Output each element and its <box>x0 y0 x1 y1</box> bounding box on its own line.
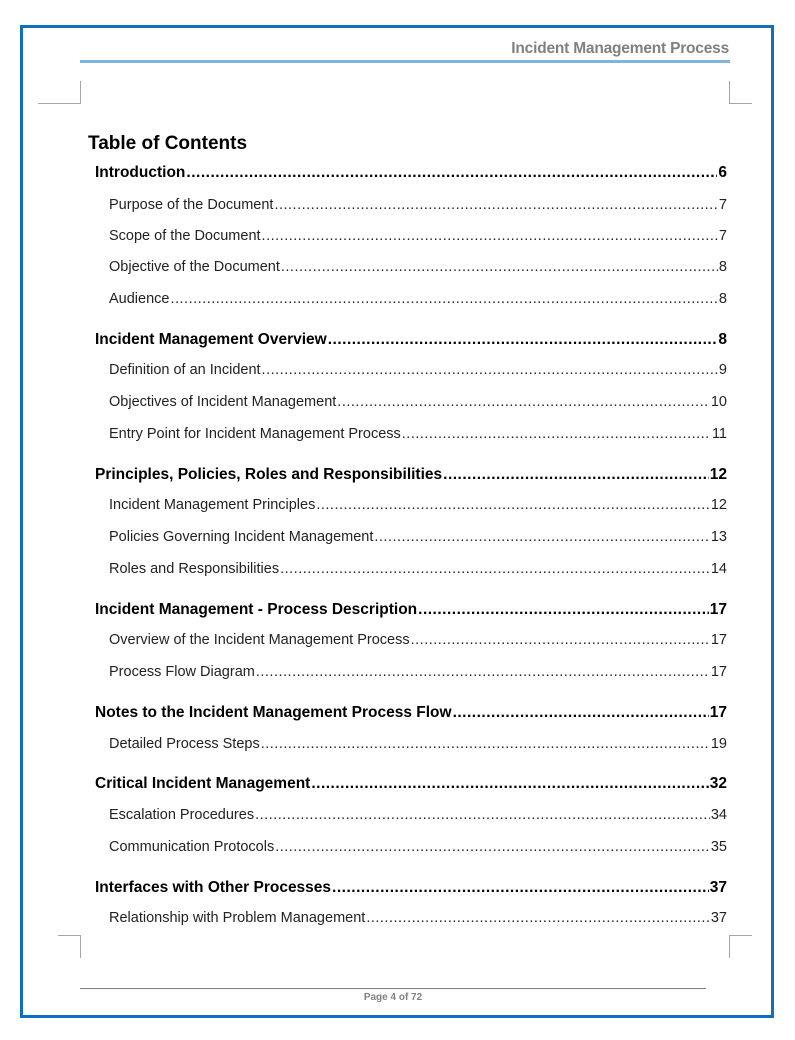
toc-entry-label[interactable]: Critical Incident Management <box>95 775 311 792</box>
toc-entry-label[interactable]: Definition of an Incident <box>109 362 261 378</box>
toc-entry[interactable] <box>109 632 727 648</box>
toc-entry-label[interactable]: Scope of the Document <box>109 228 261 244</box>
toc-entry-page: 7 <box>718 197 727 213</box>
toc-entry-label[interactable]: Incident Management Principles <box>109 497 316 513</box>
crop-mark-bottom-right <box>729 935 752 958</box>
toc-entry[interactable] <box>109 426 727 442</box>
toc-leader <box>374 529 709 545</box>
toc-entry-page: 10 <box>710 394 727 410</box>
toc-entry[interactable] <box>109 561 727 577</box>
toc-entry-label[interactable]: Introduction <box>95 164 186 181</box>
crop-mark-top-left <box>38 81 81 104</box>
header-rule <box>80 60 730 63</box>
toc-entry[interactable] <box>109 910 727 926</box>
toc-entry-label[interactable]: Objective of the Document <box>109 259 280 275</box>
toc-entry-label[interactable]: Overview of the Incident Management Process <box>109 632 410 648</box>
toc-entry[interactable] <box>109 497 727 513</box>
toc-entry-page: 17 <box>709 704 727 721</box>
toc-entry-page: 34 <box>710 807 727 823</box>
toc-leader <box>280 561 710 577</box>
toc-entry[interactable] <box>109 259 727 275</box>
toc-title: Table of Contents <box>88 133 248 154</box>
toc-entry-label[interactable]: Process Flow Diagram <box>109 664 255 680</box>
toc-leader <box>186 164 717 182</box>
toc-entry-label[interactable]: Notes to the Incident Management Process Flow <box>95 704 452 721</box>
toc-entry[interactable] <box>95 331 727 349</box>
toc-leader <box>402 426 711 442</box>
toc-leader <box>255 807 710 823</box>
toc-leader <box>275 839 710 855</box>
toc-leader <box>262 362 718 378</box>
toc-entry-page: 19 <box>710 736 727 752</box>
toc-entry[interactable] <box>95 601 727 619</box>
toc-entry[interactable] <box>95 704 727 722</box>
toc-leader <box>262 228 718 244</box>
toc-entry-page: 37 <box>710 910 727 926</box>
toc-entry-label[interactable]: Incident Management Overview <box>95 331 327 348</box>
toc-entry[interactable] <box>109 736 727 752</box>
toc-entry[interactable] <box>109 839 727 855</box>
toc-entry-page: 14 <box>710 561 727 577</box>
toc-leader <box>316 497 710 513</box>
toc-entry-label[interactable]: Roles and Responsibilities <box>109 561 280 577</box>
toc-entry-page: 17 <box>709 601 727 618</box>
toc-entry-page: 6 <box>718 164 727 181</box>
toc-entry-page: 37 <box>709 879 727 896</box>
toc-entry[interactable] <box>109 362 727 378</box>
toc-entry-page: 35 <box>710 839 727 855</box>
toc-entry-page: 12 <box>709 466 727 483</box>
toc-leader <box>453 704 709 722</box>
toc-leader <box>311 775 708 793</box>
toc-entry[interactable] <box>109 228 727 244</box>
toc-leader <box>418 601 709 619</box>
toc-entry-page: 11 <box>711 426 727 442</box>
toc-leader <box>261 736 710 752</box>
toc-entry-page: 9 <box>718 362 727 378</box>
header-title: Incident Management Process <box>511 40 729 57</box>
toc-leader <box>170 291 717 307</box>
toc-entry[interactable] <box>109 807 727 823</box>
toc-entry-page: 32 <box>709 775 727 792</box>
toc-leader <box>274 197 717 213</box>
toc-entry-label[interactable]: Audience <box>109 291 170 307</box>
toc-entry-label[interactable]: Purpose of the Document <box>109 197 274 213</box>
crop-mark-top-right <box>729 81 752 104</box>
toc-leader <box>443 466 709 484</box>
toc-entry-label[interactable]: Communication Protocols <box>109 839 275 855</box>
toc-entry-label[interactable]: Policies Governing Incident Management <box>109 529 374 545</box>
toc-entry-page: 8 <box>718 259 727 275</box>
toc-leader <box>411 632 710 648</box>
toc-leader <box>328 331 718 349</box>
toc-leader <box>332 879 709 897</box>
toc-entry-page: 8 <box>718 291 727 307</box>
toc-entry-page: 17 <box>710 664 727 680</box>
toc-entry[interactable] <box>109 394 727 410</box>
toc-entry[interactable] <box>109 291 727 307</box>
footer-rule <box>80 988 706 989</box>
toc-leader <box>337 394 710 410</box>
toc-entry-label[interactable]: Interfaces with Other Processes <box>95 879 332 896</box>
toc-entry-page: 8 <box>718 331 727 348</box>
toc-entry-page: 7 <box>718 228 727 244</box>
toc-entry-label[interactable]: Objectives of Incident Management <box>109 394 337 410</box>
crop-mark-bottom-left <box>58 935 81 958</box>
toc-entry[interactable] <box>109 529 727 545</box>
toc-entry[interactable] <box>95 879 727 897</box>
toc-entry-label[interactable]: Entry Point for Incident Management Process <box>109 426 401 442</box>
toc-entry-page: 13 <box>710 529 727 545</box>
toc-leader <box>256 664 710 680</box>
toc-entry-page: 12 <box>710 497 727 513</box>
toc-entry-label[interactable]: Incident Management - Process Description <box>95 601 418 618</box>
toc-entry-page: 17 <box>710 632 727 648</box>
toc-leader <box>281 259 718 275</box>
toc-entry-label[interactable]: Escalation Procedures <box>109 807 255 823</box>
page-number: Page 4 of 72 <box>363 992 423 1003</box>
toc-entry-label[interactable]: Detailed Process Steps <box>109 736 260 752</box>
toc-leader <box>366 910 710 926</box>
toc-entry[interactable] <box>95 466 727 484</box>
toc-entry[interactable] <box>95 164 727 182</box>
toc-entry-label[interactable]: Principles, Policies, Roles and Responsibilities <box>95 466 443 483</box>
toc-entry[interactable] <box>109 197 727 213</box>
toc-entry[interactable] <box>109 664 727 680</box>
toc-entry-label[interactable]: Relationship with Problem Management <box>109 910 366 926</box>
toc-entry[interactable] <box>95 775 727 793</box>
